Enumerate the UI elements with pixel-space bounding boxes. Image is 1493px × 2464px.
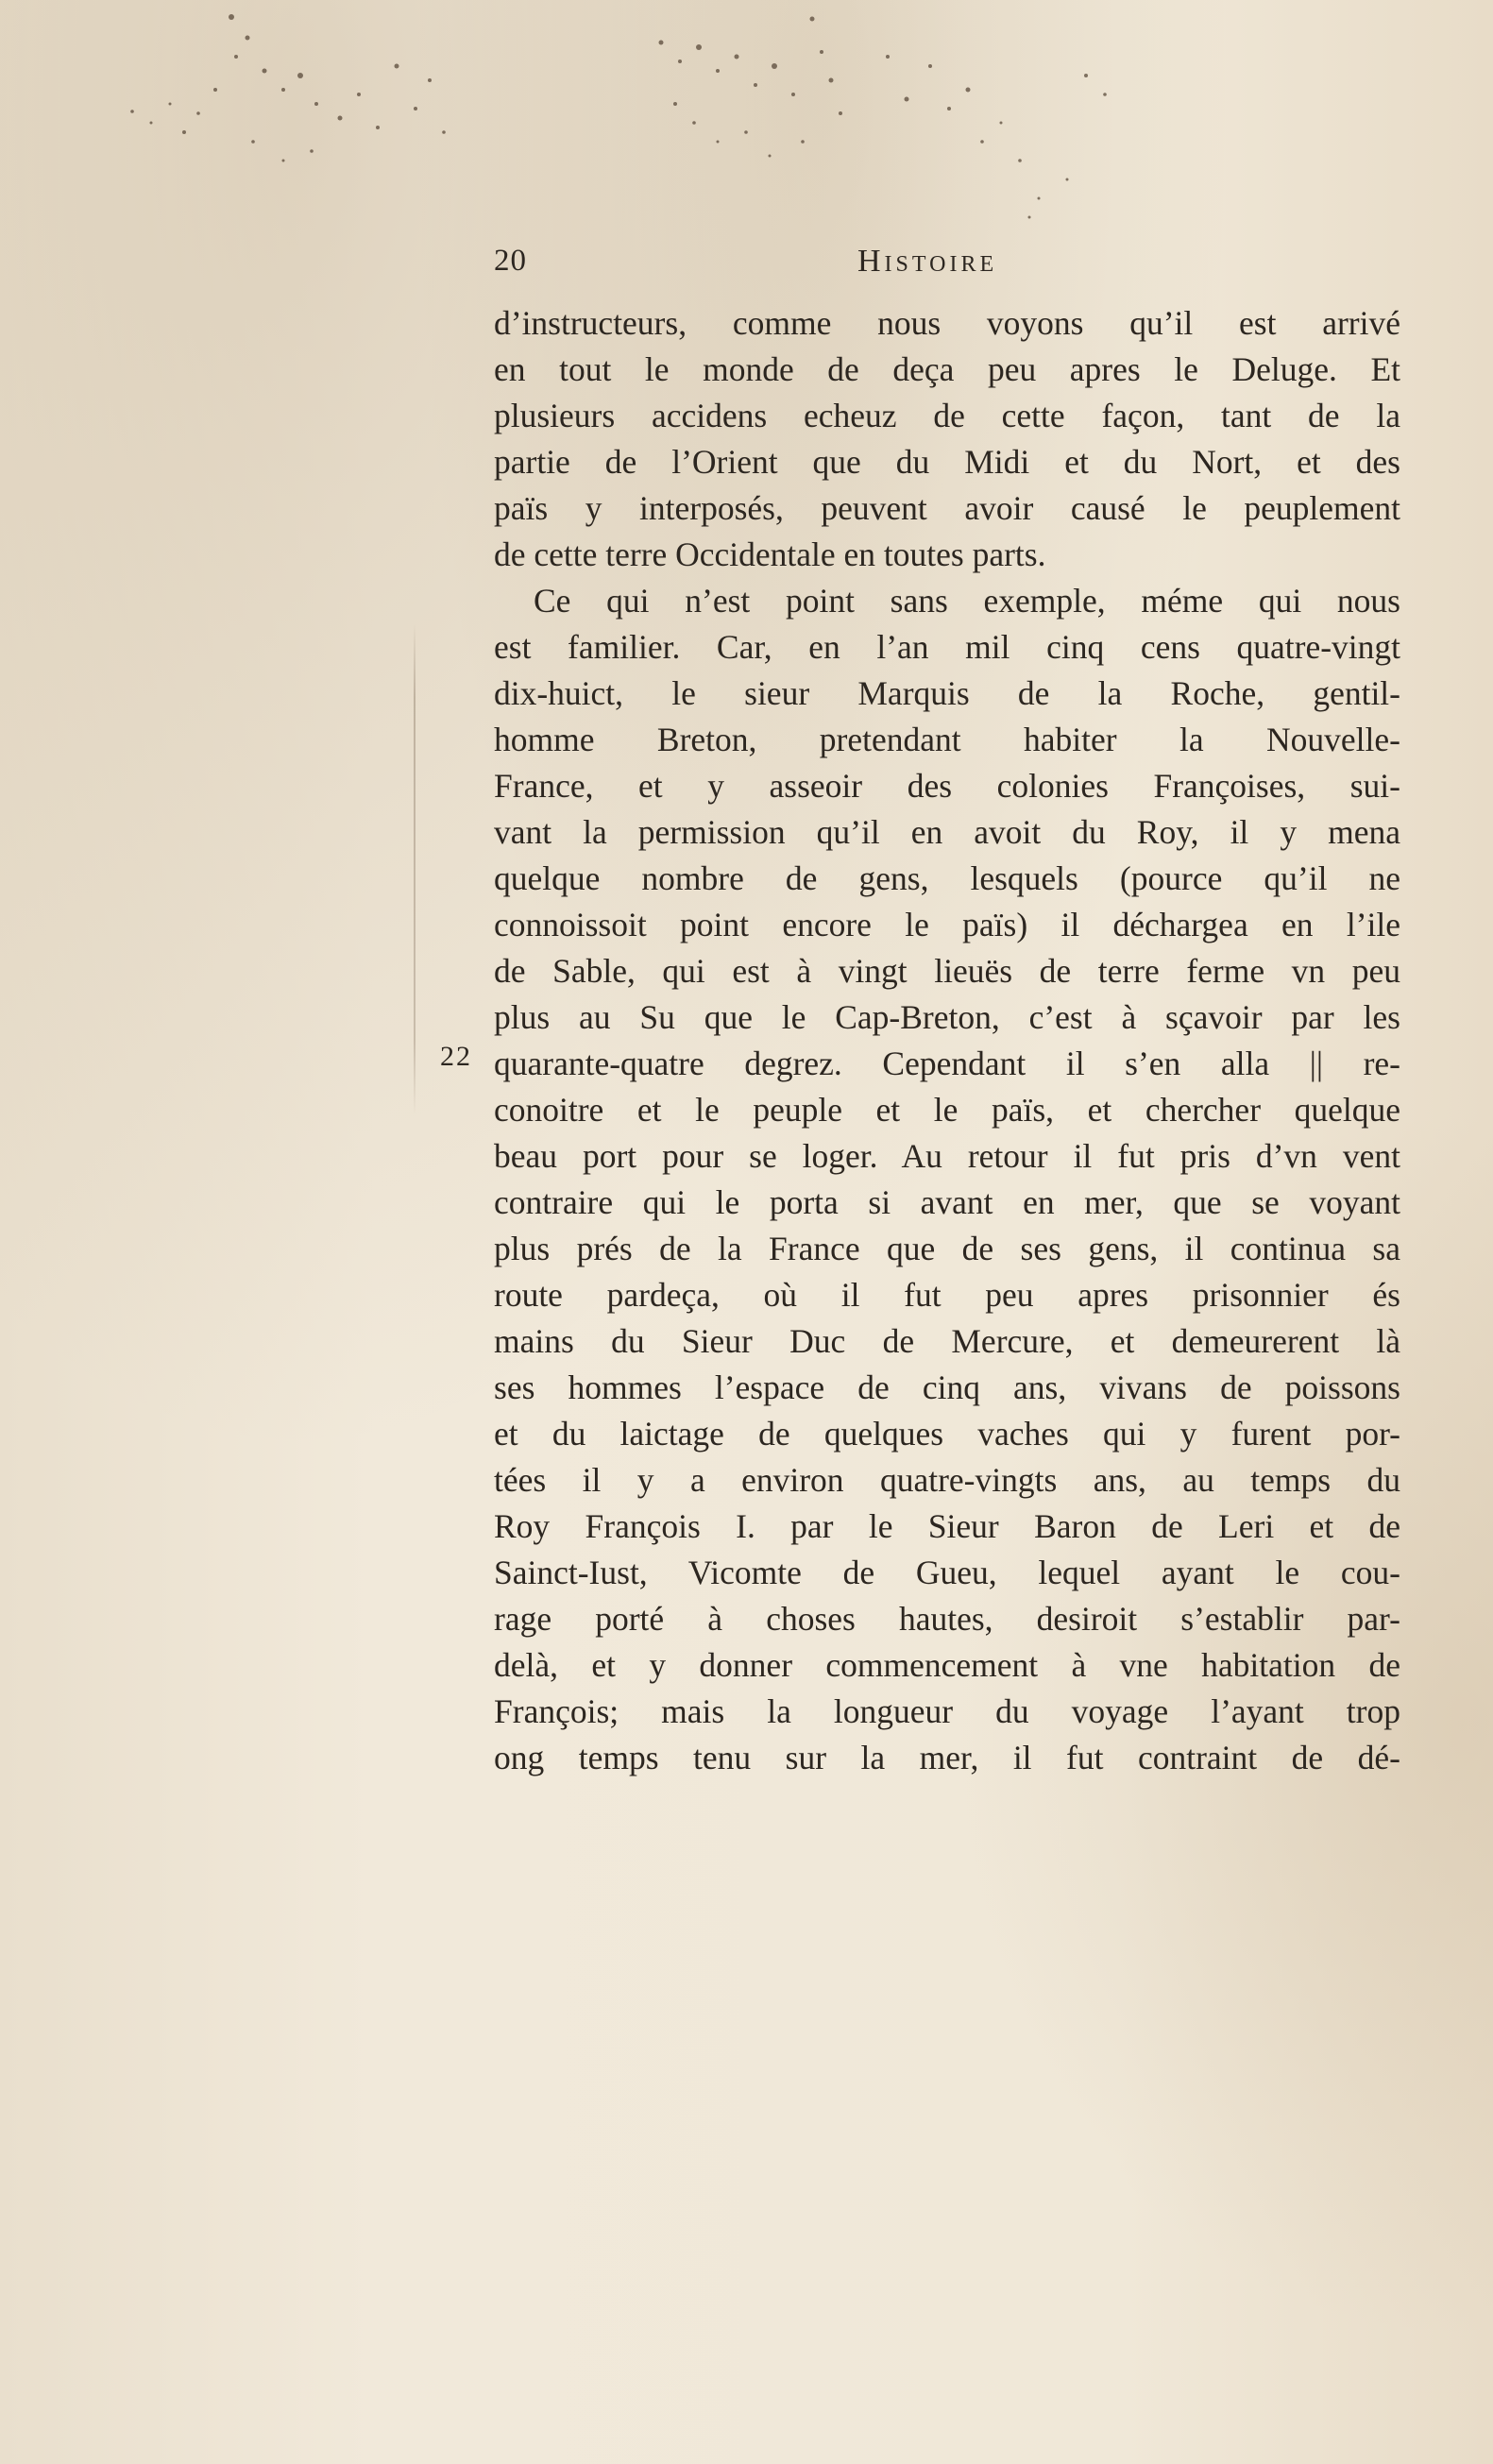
text-line: quelque nombre de gens, lesquels (pource qu’il ne [494,859,1400,897]
text-line: delà, et y donner commencement à vne habitation de [494,1646,1400,1684]
text-line: de Sable, qui est à vingt lieuës de terre ferme vn peu [494,952,1400,990]
text-line: d’instructeurs, comme nous voyons qu’il est arrivé [494,304,1400,342]
text-line: partie de l’Orient que du Midi et du Nort, et des [494,443,1400,481]
text-line: est familier. Car, en l’an mil cinq cens quatre-vingt [494,628,1400,666]
text-line: vant la permission qu’il en avoit du Roy, il y mena [494,813,1400,851]
page-header [494,244,1400,291]
text-line: dix-huict, le sieur Marquis de la Roche, gentil- [494,674,1400,712]
text-line: païs y interposés, peuvent avoir causé le peuplement [494,489,1400,527]
text-line: beau port pour se loger. Au retour il fut pris d’vn vent [494,1137,1400,1175]
text-line: France, et y asseoir des colonies Françoises, sui- [494,767,1400,805]
text-line: conoitre et le peuple et le païs, et chercher quelque [494,1091,1400,1129]
text-line: Sainct-Iust, Vicomte de Gueu, lequel ayant le cou- [494,1554,1400,1591]
page-number: 20 [494,244,527,278]
text-line: mains du Sieur Duc de Mercure, et demeurerent là [494,1322,1400,1360]
text-line: et du laictage de quelques vaches qui y furent por- [494,1415,1400,1453]
text-line: Roy François I. par le Sieur Baron de Leri et de [494,1507,1400,1545]
text-line: Ce qui n’est point sans exemple, méme qui nous [534,582,1400,620]
text-line: tées il y a environ quatre-vingts ans, au temps du [494,1461,1400,1499]
text-line: connoissoit point encore le païs) il déchargea en l’ile [494,906,1400,943]
text-line: de cette terre Occidentale en toutes parts. [494,535,1046,573]
text-line: plus prés de la France que de ses gens, il continua sa [494,1230,1400,1267]
text-line: rage porté à choses hautes, desiroit s’establir par- [494,1600,1400,1638]
text-line: en tout le monde de deça peu apres le Deluge. Et [494,350,1400,388]
text-line: François; mais la longueur du voyage l’ayant trop [494,1692,1400,1730]
foxing-stains [0,0,1493,246]
margin-rule [414,623,416,1114]
running-head: Histoire [857,244,998,279]
margin-reference: 22 [440,1041,472,1072]
text-line: plus au Su que le Cap-Breton, c’est à sçavoir par les [494,998,1400,1036]
text-line: quarante-quatre degrez. Cependant il s’en alla || re- [494,1045,1400,1082]
text-line: plusieurs accidens echeuz de cette façon, tant de la [494,397,1400,434]
text-line: homme Breton, pretendant habiter la Nouvelle- [494,721,1400,758]
body-text [494,300,1400,1781]
text-line: contraire qui le porta si avant en mer, que se voyant [494,1183,1400,1221]
text-line: route pardeça, où il fut peu apres prisonnier és [494,1276,1400,1314]
text-line: ong temps tenu sur la mer, il fut contraint de dé- [494,1739,1400,1776]
text-line: ses hommes l’espace de cinq ans, vivans de poissons [494,1368,1400,1406]
